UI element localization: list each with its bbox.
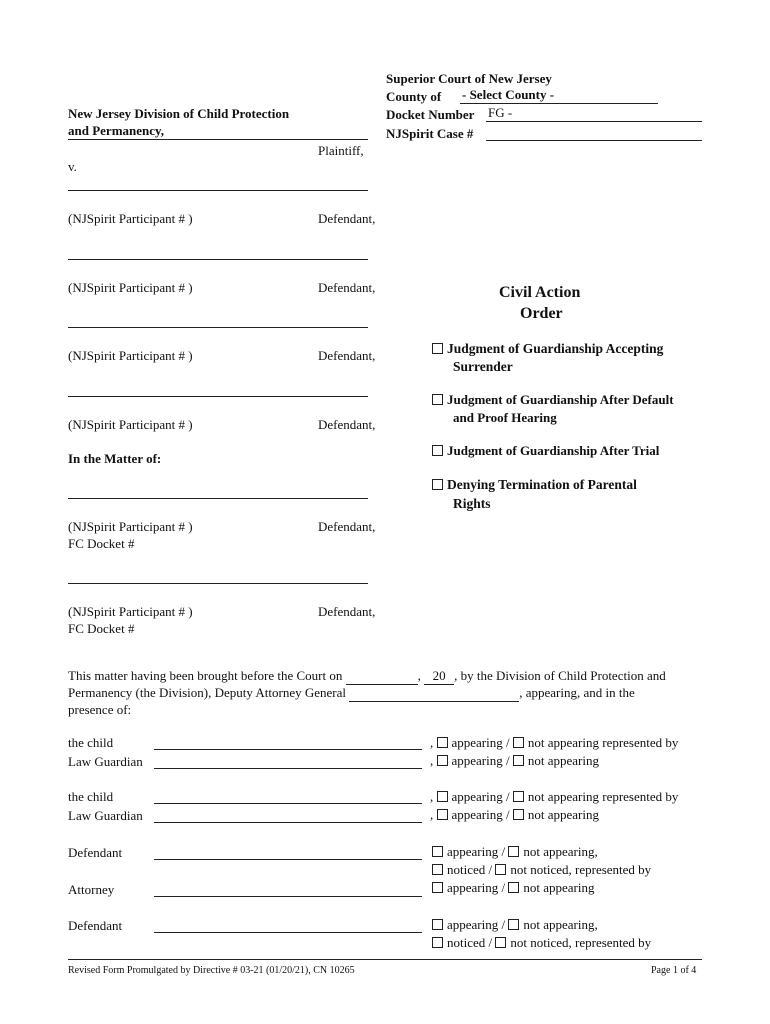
docket-number-field[interactable]: FG - bbox=[486, 105, 702, 122]
party-lg-2-field[interactable] bbox=[154, 822, 422, 823]
in-the-matter-of: In the Matter of: bbox=[68, 451, 162, 466]
party-attorney-field[interactable] bbox=[154, 896, 422, 897]
party-lg-1-status: , appearing / not appearing bbox=[430, 753, 599, 768]
fc-docket-1: FC Docket # bbox=[68, 536, 135, 551]
option-accepting-surrender-line2: Surrender bbox=[453, 359, 513, 374]
county-select[interactable]: - Select County - bbox=[460, 87, 658, 104]
party-defendant-2-label: Defendant bbox=[68, 918, 123, 933]
option-accepting-surrender[interactable]: Judgment of Guardianship Accepting bbox=[432, 341, 663, 357]
checkbox-icon[interactable] bbox=[432, 343, 443, 354]
option-after-default-line2: and Proof Hearing bbox=[453, 410, 557, 425]
participant-2: (NJSpirit Participant # ) bbox=[68, 280, 193, 295]
dag-name-field[interactable] bbox=[349, 685, 519, 702]
party-child-1-field[interactable] bbox=[154, 749, 422, 750]
defendant-2-line[interactable] bbox=[68, 259, 368, 260]
footer-rule bbox=[68, 959, 702, 960]
plaintiff-rule bbox=[68, 139, 368, 140]
party-child-1-label: the child bbox=[68, 735, 114, 750]
defendant-1-role: Defendant, bbox=[318, 211, 376, 226]
party-defendant-1-field[interactable] bbox=[154, 859, 422, 860]
party-lg-1-label: Law Guardian bbox=[68, 754, 143, 769]
footer-revised: Revised Form Promulgated by Directive # 03-21 (01/20/21), CN 10265 bbox=[68, 965, 355, 976]
party-child-2-field[interactable] bbox=[154, 803, 422, 804]
checkbox-icon[interactable] bbox=[432, 445, 443, 456]
option-denying-termination-line2: Rights bbox=[453, 496, 491, 511]
child-2-line[interactable] bbox=[68, 583, 368, 584]
versus: v. bbox=[68, 159, 77, 174]
participant-5: (NJSpirit Participant # ) bbox=[68, 519, 193, 534]
participant-4: (NJSpirit Participant # ) bbox=[68, 417, 193, 432]
child-2-role: Defendant, bbox=[318, 604, 376, 619]
party-defendant-2-status: appearing / not appearing, bbox=[432, 917, 598, 933]
hearing-year-field[interactable]: 20 bbox=[424, 668, 454, 685]
defendant-4-line[interactable] bbox=[68, 396, 368, 397]
party-lg-1-field[interactable] bbox=[154, 768, 422, 769]
party-lg-2-label: Law Guardian bbox=[68, 808, 143, 823]
party-defendant-1-status: appearing / not appearing, bbox=[432, 844, 598, 860]
party-defendant-2-field[interactable] bbox=[154, 932, 422, 933]
body-line-1: This matter having been brought before the Court on , 20 , by the Division of Child Protection and bbox=[68, 668, 666, 683]
party-child-2-status: , appearing / not appearing represented by bbox=[430, 789, 679, 804]
plaintiff-name-line2: and Permanency, bbox=[68, 123, 165, 138]
case-label: NJSpirit Case # bbox=[386, 126, 474, 141]
court-title: Superior Court of New Jersey bbox=[386, 71, 552, 86]
county-label: County of bbox=[386, 89, 442, 104]
defendant-2-role: Defendant, bbox=[318, 280, 376, 295]
option-after-trial[interactable]: Judgment of Guardianship After Trial bbox=[432, 443, 659, 459]
party-child-1-status: , appearing / not appearing represented by bbox=[430, 735, 679, 750]
case-number-field[interactable] bbox=[486, 140, 702, 141]
defendant-4-role: Defendant, bbox=[318, 417, 376, 432]
child-1-role: Defendant, bbox=[318, 519, 376, 534]
order-title-line2: Order bbox=[520, 305, 563, 322]
defendant-3-line[interactable] bbox=[68, 327, 368, 328]
footer-page: Page 1 of 4 bbox=[651, 965, 697, 976]
checkbox-icon[interactable] bbox=[432, 394, 443, 405]
party-defendant-2-notice: noticed / not noticed, represented by bbox=[432, 935, 651, 951]
participant-6: (NJSpirit Participant # ) bbox=[68, 604, 193, 619]
participant-1: (NJSpirit Participant # ) bbox=[68, 211, 193, 226]
party-attorney-label: Attorney bbox=[68, 882, 115, 897]
order-title-line1: Civil Action bbox=[499, 284, 581, 301]
party-defendant-1-notice: noticed / not noticed, represented by bbox=[432, 862, 651, 878]
party-attorney-status: appearing / not appearing bbox=[432, 880, 595, 896]
participant-3: (NJSpirit Participant # ) bbox=[68, 348, 193, 363]
checkbox-icon[interactable] bbox=[432, 479, 443, 490]
body-line-2: Permanency (the Division), Deputy Attorney General , appearing, and in the bbox=[68, 685, 635, 700]
plaintiff-role: Plaintiff, bbox=[318, 143, 364, 158]
docket-label: Docket Number bbox=[386, 107, 475, 122]
party-lg-2-status: , appearing / not appearing bbox=[430, 807, 599, 822]
hearing-date-field[interactable] bbox=[346, 668, 418, 685]
plaintiff-name-line1: New Jersey Division of Child Protection bbox=[68, 106, 290, 121]
child-1-line[interactable] bbox=[68, 498, 368, 499]
party-child-2-label: the child bbox=[68, 789, 114, 804]
fc-docket-2: FC Docket # bbox=[68, 621, 135, 636]
option-denying-termination[interactable]: Denying Termination of Parental bbox=[432, 477, 637, 493]
party-defendant-1-label: Defendant bbox=[68, 845, 123, 860]
defendant-1-line[interactable] bbox=[68, 190, 368, 191]
body-line-3: presence of: bbox=[68, 702, 132, 717]
defendant-3-role: Defendant, bbox=[318, 348, 376, 363]
option-after-default[interactable]: Judgment of Guardianship After Default bbox=[432, 392, 674, 408]
